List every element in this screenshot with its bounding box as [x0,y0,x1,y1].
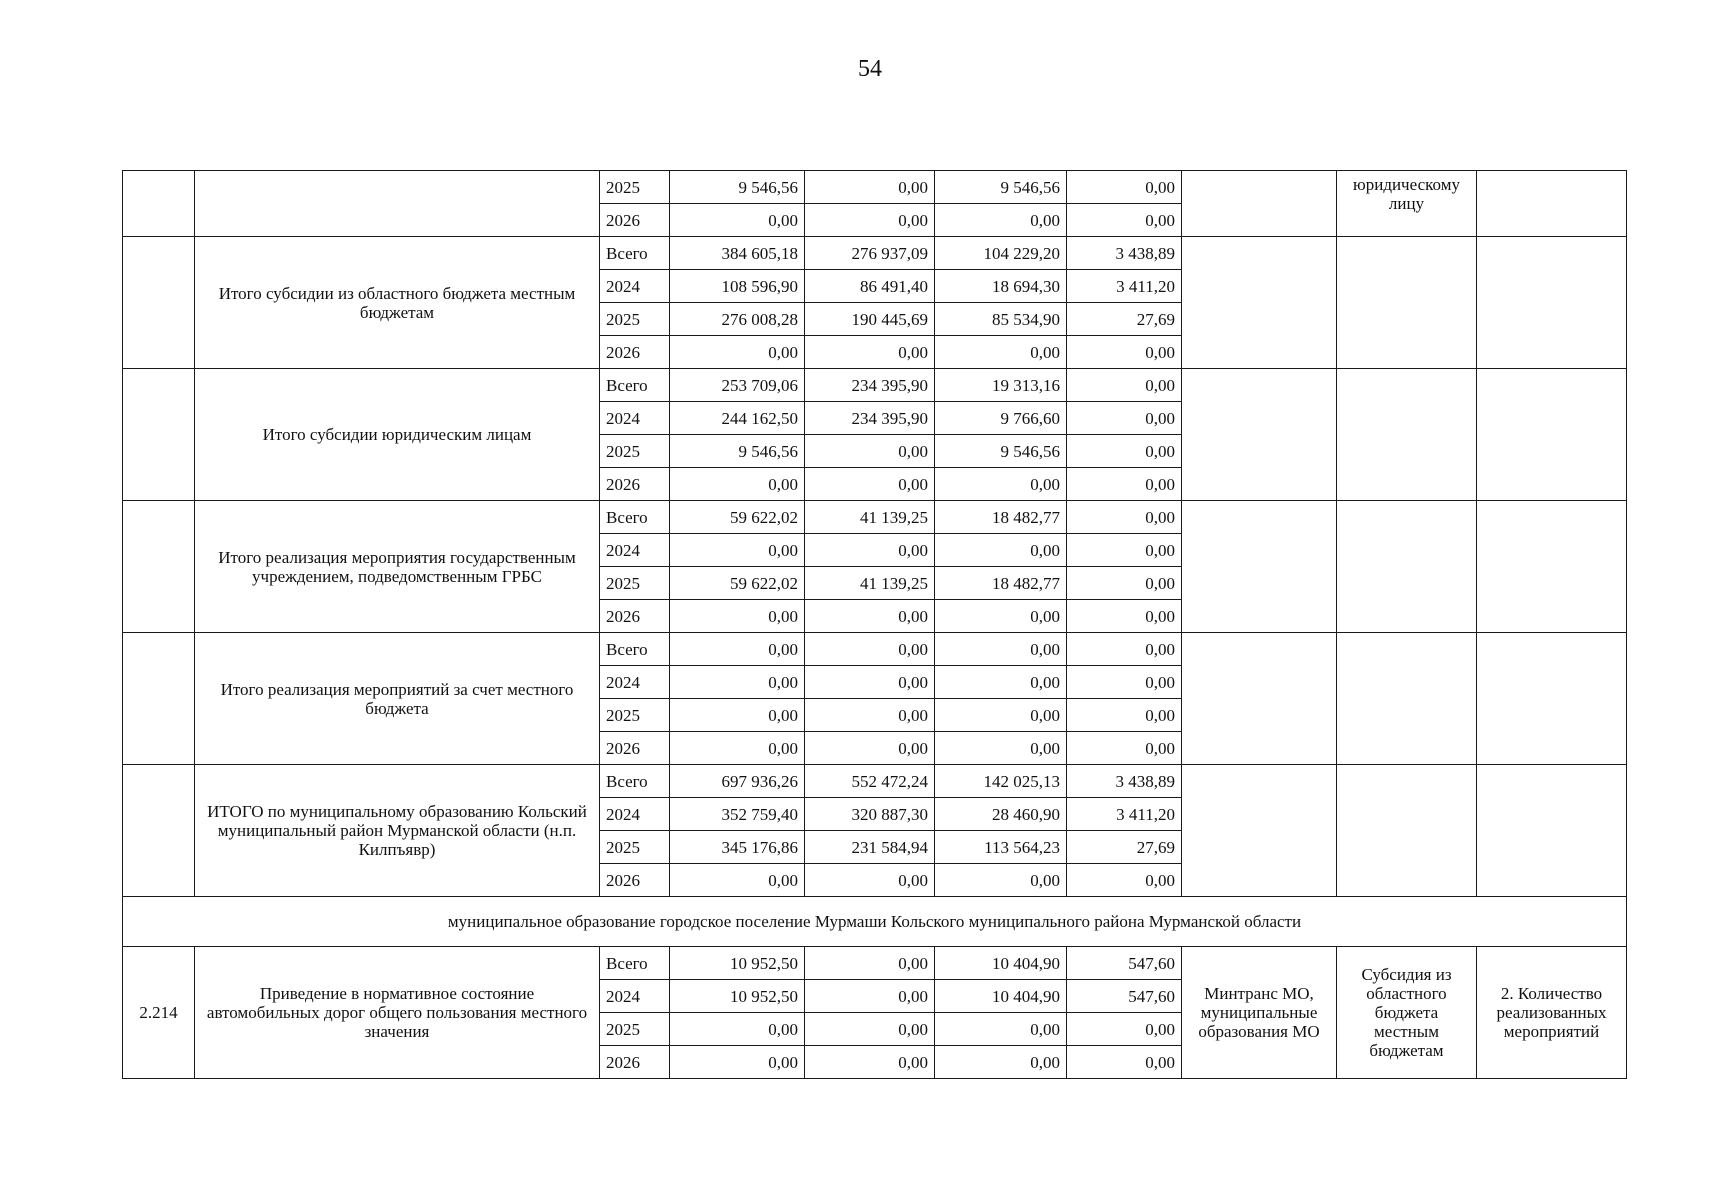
amount-cell: 0,00 [1067,699,1182,732]
table-row [123,369,1627,402]
amount-cell: 3 411,20 [1067,798,1182,831]
year-cell: 2025 [600,567,670,600]
year-cell: Всего [600,501,670,534]
group-label: Итого реализация мероприятия государственным учреждением, подведомственным ГРБС [195,501,600,633]
amount-cell: 0,00 [805,699,935,732]
amount-cell: 0,00 [935,204,1067,237]
amount-cell: 27,69 [1067,831,1182,864]
amount-cell: 345 176,86 [670,831,805,864]
amount-cell: 41 139,25 [805,567,935,600]
year-cell: 2026 [600,732,670,765]
amount-cell: 352 759,40 [670,798,805,831]
amount-cell: 3 438,89 [1067,765,1182,798]
amount-cell: 0,00 [670,1013,805,1046]
amount-cell: 0,00 [670,336,805,369]
amount-cell: 0,00 [805,468,935,501]
year-cell: Всего [600,237,670,270]
amount-cell: 234 395,90 [805,369,935,402]
amount-cell: 0,00 [1067,204,1182,237]
number-cell [123,501,195,633]
amount-cell: 0,00 [670,666,805,699]
amount-cell: 0,00 [1067,171,1182,204]
amount-cell: 253 709,06 [670,369,805,402]
amount-cell: 0,00 [1067,1046,1182,1079]
source-cell [1337,369,1477,501]
source-cell [1337,501,1477,633]
amount-cell: 9 546,56 [670,435,805,468]
amount-cell: 276 008,28 [670,303,805,336]
amount-cell: 0,00 [805,1013,935,1046]
amount-cell: 0,00 [935,699,1067,732]
budget-table [122,170,1627,1079]
executor-cell [1182,237,1337,369]
year-cell: 2026 [600,468,670,501]
amount-cell: 59 622,02 [670,501,805,534]
year-cell: 2026 [600,1046,670,1079]
amount-cell: 0,00 [670,699,805,732]
amount-cell: 27,69 [1067,303,1182,336]
amount-cell: 0,00 [805,1046,935,1079]
amount-cell: 0,00 [670,1046,805,1079]
amount-cell: 0,00 [805,171,935,204]
year-cell: 2024 [600,270,670,303]
year-cell: 2024 [600,534,670,567]
amount-cell: 244 162,50 [670,402,805,435]
amount-cell: 0,00 [670,204,805,237]
indicator-cell [1477,237,1627,369]
amount-cell: 0,00 [935,864,1067,897]
amount-cell: 0,00 [805,980,935,1013]
page-number: 54 [858,56,882,82]
amount-cell: 0,00 [935,732,1067,765]
number-cell [123,237,195,369]
amount-cell: 0,00 [1067,534,1182,567]
amount-cell: 0,00 [1067,435,1182,468]
table-row [123,501,1627,534]
amount-cell: 0,00 [1067,666,1182,699]
amount-cell: 0,00 [805,864,935,897]
executor-cell [1182,369,1337,501]
indicator-cell: 2. Количество реализованных мероприятий [1477,947,1627,1079]
amount-cell: 28 460,90 [935,798,1067,831]
amount-cell: 0,00 [1067,1013,1182,1046]
amount-cell: 0,00 [670,600,805,633]
amount-cell: 0,00 [1067,633,1182,666]
source-cell [1337,237,1477,369]
amount-cell: 10 404,90 [935,947,1067,980]
amount-cell: 108 596,90 [670,270,805,303]
executor-cell [1182,633,1337,765]
amount-cell: 234 395,90 [805,402,935,435]
year-cell: 2024 [600,980,670,1013]
amount-cell: 10 952,50 [670,980,805,1013]
indicator-cell [1477,501,1627,633]
amount-cell: 0,00 [670,633,805,666]
amount-cell: 0,00 [1067,567,1182,600]
group-label: Итого реализация мероприятий за счет местного бюджета [195,633,600,765]
amount-cell: 384 605,18 [670,237,805,270]
amount-cell: 9 766,60 [935,402,1067,435]
amount-cell: 0,00 [670,732,805,765]
amount-cell: 9 546,56 [670,171,805,204]
section-header: муниципальное образование городское поселение Мурмаши Кольского муниципального района Мурманской области [123,897,1627,947]
year-cell: Всего [600,765,670,798]
amount-cell: 0,00 [805,534,935,567]
year-cell: 2025 [600,435,670,468]
indicator-cell [1477,171,1627,237]
amount-cell: 0,00 [1067,402,1182,435]
executor-cell [1182,171,1337,237]
source-cell: Субсидия из областного бюджета местным бюджетам [1337,947,1477,1079]
year-cell: 2026 [600,204,670,237]
amount-cell: 0,00 [1067,864,1182,897]
amount-cell: 0,00 [935,534,1067,567]
year-cell: Всего [600,369,670,402]
number-cell [123,369,195,501]
amount-cell: 9 546,56 [935,435,1067,468]
amount-cell: 18 482,77 [935,567,1067,600]
amount-cell: 0,00 [935,336,1067,369]
year-cell: 2025 [600,699,670,732]
amount-cell: 0,00 [805,633,935,666]
amount-cell: 0,00 [935,600,1067,633]
amount-cell: 0,00 [1067,336,1182,369]
table-row [123,765,1627,798]
year-cell: 2025 [600,1013,670,1046]
amount-cell: 18 694,30 [935,270,1067,303]
amount-cell: 0,00 [805,947,935,980]
group-label: Итого субсидии юридическим лицам [195,369,600,501]
year-cell: 2024 [600,798,670,831]
number-cell [123,765,195,897]
source-cell [1337,765,1477,897]
amount-cell: 547,60 [1067,980,1182,1013]
table-row [123,237,1627,270]
amount-cell: 142 025,13 [935,765,1067,798]
item-label: Приведение в нормативное состояние автомобильных дорог общего пользования местного значения [195,947,600,1079]
amount-cell: 9 546,56 [935,171,1067,204]
label-cell [195,171,600,237]
table-row [123,171,1627,204]
amount-cell: 85 534,90 [935,303,1067,336]
amount-cell: 86 491,40 [805,270,935,303]
amount-cell: 0,00 [670,468,805,501]
amount-cell: 18 482,77 [935,501,1067,534]
amount-cell: 3 438,89 [1067,237,1182,270]
amount-cell: 0,00 [805,336,935,369]
table-row [123,633,1627,666]
amount-cell: 3 411,20 [1067,270,1182,303]
year-cell: 2026 [600,600,670,633]
number-cell [123,633,195,765]
amount-cell: 0,00 [805,666,935,699]
amount-cell: 276 937,09 [805,237,935,270]
amount-cell: 104 229,20 [935,237,1067,270]
amount-cell: 697 936,26 [670,765,805,798]
amount-cell: 547,60 [1067,947,1182,980]
executor-cell: Минтранс МО, муниципальные образования МО [1182,947,1337,1079]
amount-cell: 231 584,94 [805,831,935,864]
amount-cell: 0,00 [935,1013,1067,1046]
amount-cell: 113 564,23 [935,831,1067,864]
amount-cell: 0,00 [670,534,805,567]
year-cell: Всего [600,947,670,980]
group-label: Итого субсидии из областного бюджета местным бюджетам [195,237,600,369]
source-cell: юридическому лицу [1337,171,1477,237]
amount-cell: 41 139,25 [805,501,935,534]
source-cell [1337,633,1477,765]
amount-cell: 0,00 [1067,501,1182,534]
indicator-cell [1477,369,1627,501]
amount-cell: 0,00 [805,732,935,765]
amount-cell: 59 622,02 [670,567,805,600]
year-cell: Всего [600,633,670,666]
amount-cell: 0,00 [805,204,935,237]
amount-cell: 320 887,30 [805,798,935,831]
amount-cell: 0,00 [805,435,935,468]
item-number: 2.214 [123,947,195,1079]
amount-cell: 0,00 [935,1046,1067,1079]
indicator-cell [1477,633,1627,765]
amount-cell: 0,00 [805,600,935,633]
year-cell: 2025 [600,831,670,864]
year-cell: 2025 [600,171,670,204]
amount-cell: 0,00 [1067,600,1182,633]
amount-cell: 552 472,24 [805,765,935,798]
year-cell: 2024 [600,666,670,699]
amount-cell: 19 313,16 [935,369,1067,402]
table-row [123,947,1627,980]
year-cell: 2026 [600,864,670,897]
year-cell: 2025 [600,303,670,336]
amount-cell: 0,00 [1067,732,1182,765]
executor-cell [1182,501,1337,633]
amount-cell: 190 445,69 [805,303,935,336]
amount-cell: 10 952,50 [670,947,805,980]
amount-cell: 0,00 [935,666,1067,699]
number-cell [123,171,195,237]
amount-cell: 0,00 [935,633,1067,666]
amount-cell: 0,00 [1067,369,1182,402]
group-label: ИТОГО по муниципальному образованию Кольский муниципальный район Мурманской области (н.п. Килпъявр) [195,765,600,897]
amount-cell: 0,00 [935,468,1067,501]
amount-cell: 10 404,90 [935,980,1067,1013]
executor-cell [1182,765,1337,897]
section-row [123,897,1627,947]
indicator-cell [1477,765,1627,897]
year-cell: 2026 [600,336,670,369]
amount-cell: 0,00 [670,864,805,897]
amount-cell: 0,00 [1067,468,1182,501]
year-cell: 2024 [600,402,670,435]
